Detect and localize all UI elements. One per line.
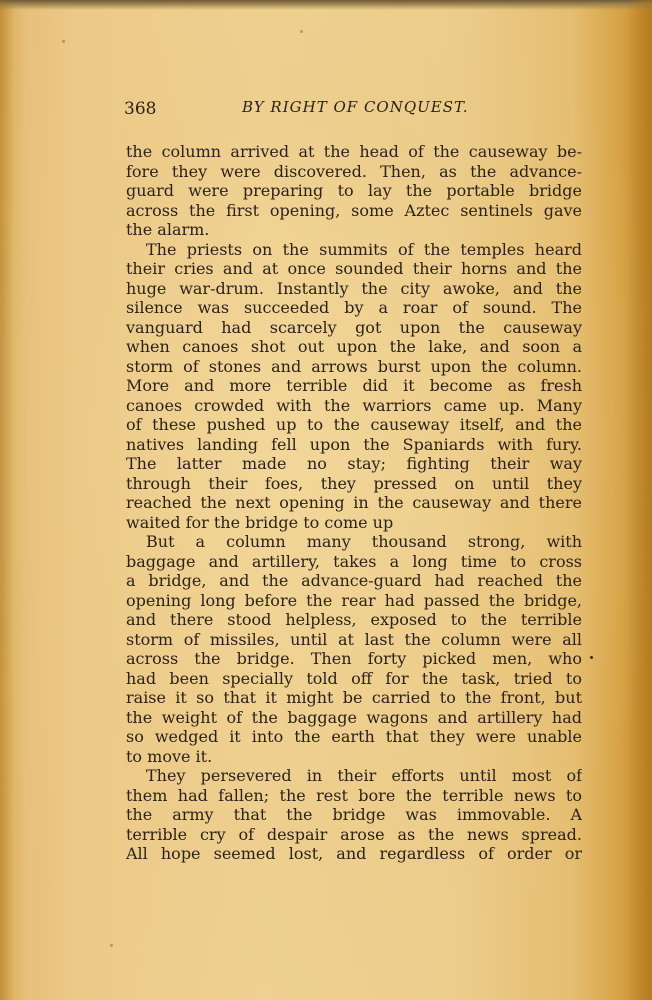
text-line: to move it. xyxy=(126,746,213,766)
text-line: waited for the bridge to come up xyxy=(126,512,394,532)
text-line: their cries and at once sounded their horns and the xyxy=(126,259,582,278)
text-line: More and more terrible did it become as fresh xyxy=(126,376,582,395)
text-line: reached the next opening in the causeway and there xyxy=(126,493,582,512)
text-line: so wedged it into the earth that they were unable xyxy=(126,727,582,746)
text-line: terrible cry of despair arose as the news spread. xyxy=(126,824,582,844)
text-line: silence was succeeded by a roar of sound. The xyxy=(126,298,582,317)
text-line: the alarm. xyxy=(126,220,210,239)
text-line: the column arrived at the head of the causeway be- xyxy=(126,142,582,161)
text-line: vanguard had scarcely got upon the causeway xyxy=(126,317,582,337)
page-right-edge xyxy=(626,0,652,1000)
text-line: But a column many thousand strong, with xyxy=(146,532,582,551)
paper-speck xyxy=(110,944,113,947)
text-line: storm of missiles, until at last the column were all xyxy=(126,629,582,649)
text-line: guard were preparing to lay the portable bridge xyxy=(126,181,582,200)
page-number: 368 xyxy=(124,99,157,119)
page-left-edge xyxy=(0,0,14,1000)
text-line: The latter made no stay; fighting their way xyxy=(126,454,582,473)
text-line: had been specially told off for the task, tried to xyxy=(126,668,582,688)
text-line: canoes crowded with the warriors came up. Many xyxy=(126,395,582,415)
text-line: All hope seemed lost, and regardless of order or xyxy=(126,844,582,863)
page-header xyxy=(124,96,584,122)
paper-speck xyxy=(62,40,65,43)
text-line: They persevered in their efforts until most of xyxy=(146,766,582,785)
text-line: opening long before the rear had passed the bridge, xyxy=(126,590,582,610)
paper-speck xyxy=(300,30,303,33)
text-line: them had fallen; the rest bore the terrible news to xyxy=(126,785,582,805)
text-line: through their foes, they pressed on until they xyxy=(126,473,582,493)
text-line: huge war-drum. Instantly the city awoke, and the xyxy=(126,278,582,298)
text-line: raise it so that it might be carried to the front, but xyxy=(126,688,582,707)
text-line: fore they were discovered. Then, as the advance- xyxy=(126,161,582,181)
text-line: the army that the bridge was immovable. A xyxy=(126,805,582,824)
body-text xyxy=(126,142,582,864)
page-top-edge xyxy=(0,0,652,10)
text-line: when canoes shot out upon the lake, and soon a xyxy=(126,337,582,356)
running-title: BY RIGHT OF CONQUEST. xyxy=(242,98,469,116)
text-line: the weight of the baggage wagons and artillery had xyxy=(126,707,582,727)
text-line: across the first opening, some Aztec sentinels gave xyxy=(126,200,582,220)
text-line: storm of stones and arrows burst upon the column. xyxy=(126,356,582,376)
text-line: of these pushed up to the causeway itself, and the xyxy=(126,415,582,434)
text-line: baggage and artillery, takes a long time to cross xyxy=(126,551,582,571)
margin-dot-mark xyxy=(590,656,593,659)
text-line: and there stood helpless, exposed to the terrible xyxy=(126,610,582,629)
text-line: across the bridge. Then forty picked men, who xyxy=(126,649,582,668)
text-line: a bridge, and the advance-guard had reached the xyxy=(126,571,582,590)
text-line: natives landing fell upon the Spaniards with fury. xyxy=(126,434,582,454)
text-line: The priests on the summits of the temples heard xyxy=(146,239,582,259)
